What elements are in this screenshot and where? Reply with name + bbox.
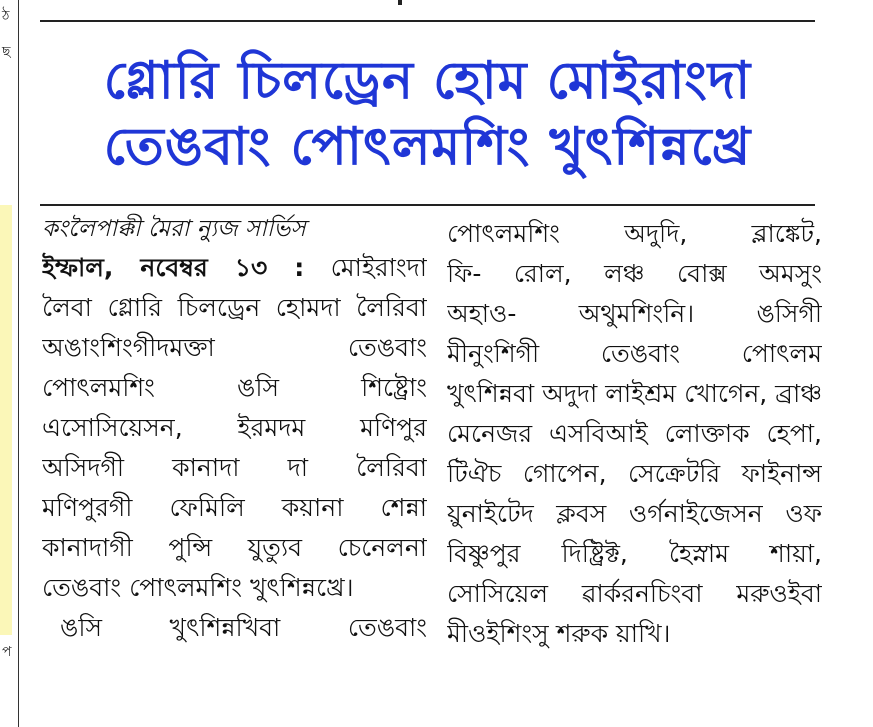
article-line: মীনুংশিগী তেঙবাং পোৎলম [447, 339, 822, 368]
headline-rule [40, 204, 815, 206]
headline-line-2: তেঙবাং পোৎলমশিং খুৎশিন্নখ্রে [103, 117, 752, 177]
article-column-left [42, 214, 427, 648]
article-line [42, 248, 427, 288]
article-line: কানাদাগী পুন্সি যুত্যুব চেনেলনা [42, 533, 427, 562]
article-line: মীওইশিংসু শরুক য়াখি। [447, 619, 671, 648]
article-line: পোৎলমশিং অদুদি, ব্লাঙ্কেট, [447, 219, 822, 248]
article-line: সোসিয়েল ৱার্করনচিংবা মরুওইবা [447, 579, 822, 608]
article-line: বিষ্ণুপুর দিষ্ট্রিক্ট, হৈস্নাম শায়া, [447, 539, 822, 568]
article-line: ফি- রোল, লঞ্চ বোক্স অমসুং [447, 259, 822, 288]
article-line: টিঐচ গোপেন, সেক্রেটরি ফাইনান্স [447, 459, 822, 488]
top-mark [398, 0, 402, 5]
article-column-right [447, 214, 822, 654]
article-line-text: মোইরাংদা [330, 253, 427, 282]
article-line: অহাও- অথুমশিংনি। ঙসিগী [447, 299, 822, 328]
article-line: মেনেজর এসবিআই লোক্তাক হেপা, [447, 419, 822, 448]
top-rule [40, 20, 815, 22]
adjacent-glyph: ছ [2, 44, 11, 60]
adjacent-glyph: প [2, 644, 12, 660]
article-line: পোৎলমশিং ঙসি শিষ্ট্রোং [42, 373, 427, 402]
article-line: তেঙবাং পোৎলমশিং খুৎশিন্নখ্রে। [42, 573, 354, 602]
article-line: খুৎশিন্নবা অদুদা লাইশ্রম খোগেন, ব্রাঞ্চ [447, 379, 822, 408]
article-line: অসিদগী কানাদা দা লৈরিবা [42, 453, 427, 482]
article-line: লৈবা গ্লোরি চিলড্রেন হোমদা লৈরিবা [42, 293, 427, 322]
dateline: ইম্ফাল, নবেম্বর ১৩ : [42, 253, 305, 282]
byline: কংলৈপাক্কী মৈরা ন্যুজ সার্ভিস [42, 216, 306, 242]
adjacent-highlight [0, 205, 12, 635]
article-line: য়ুনাইটেদ ক্লবস ওর্গনাইজেসন ওফ [447, 499, 822, 528]
adjacent-page-strip [0, 0, 22, 727]
article-line: এসোসিয়েসন, ইরমদম মণিপুর [42, 413, 427, 442]
article-line: ঙসি খুৎশিন্নখিবা তেঙবাং [60, 613, 427, 642]
adjacent-glyph: ঠ [2, 8, 10, 24]
article-line: মণিপুরগী ফেমিলি কয়ানা শেন্না [42, 493, 427, 522]
headline [40, 48, 815, 180]
article-line: অঙাংশিংগীদমক্তা তেঙবাং [42, 333, 427, 362]
column-divider [18, 0, 19, 727]
headline-line-1: গ্লোরি চিলড্রেন হোম মোইরাংদা [103, 51, 752, 111]
